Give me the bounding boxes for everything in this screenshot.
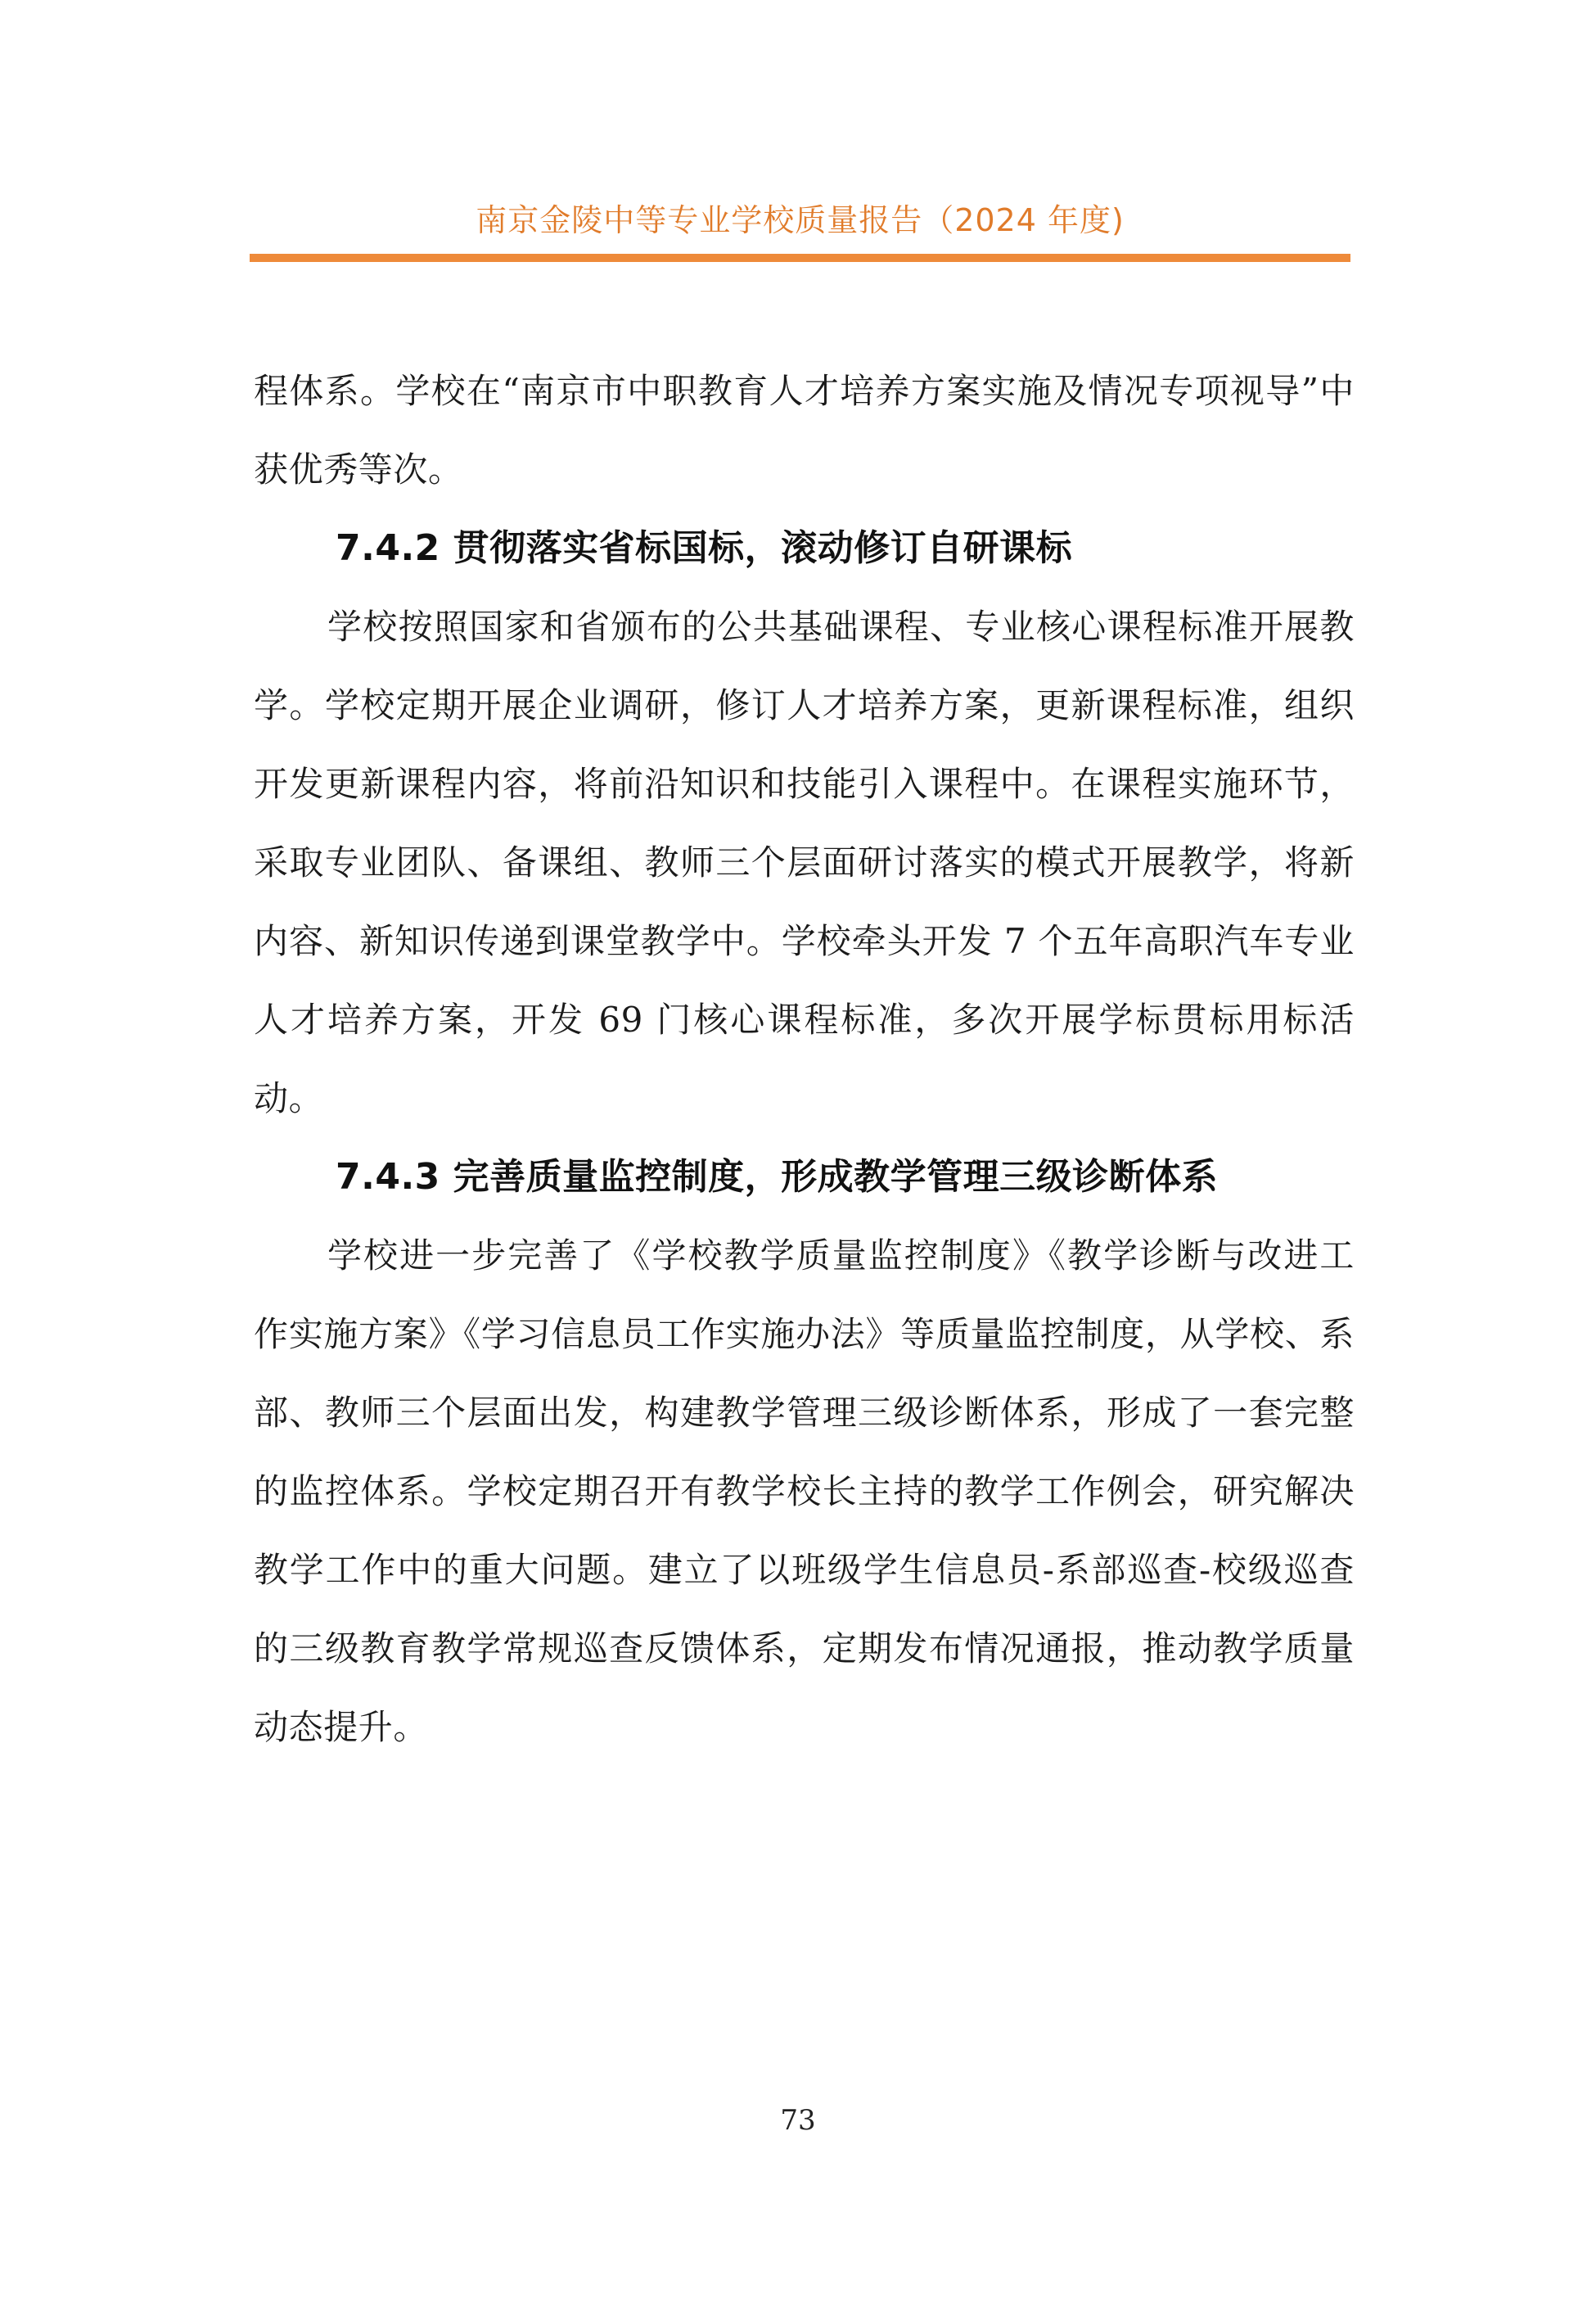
section-heading-7-4-2: 7.4.2 贯彻落实省标国标，滚动修订自研课标 (336, 527, 1073, 569)
page-body (254, 352, 1355, 1767)
section-paragraph-7-4-3: 学校进一步完善了《学校教学质量监控制度》《教学诊断与改进工作实施方案》《学习信息员工作实施办法》等质量监控制度，从学校、系部、教师三个层面出发，构建教学管理三级诊断体系，形成了一套完整的监控体系。学校定期召开有教学校长主持的教学工作例会，研究解决教学工作中的重大问题。建立了以班级学生信息员-系部巡查-校级巡查的三级教育教学常规巡查反馈体系，定期发布情况通报，推动教学质量动态提升。 (254, 1235, 1355, 1747)
continuation-paragraph: 程体系。学校在“南京市中职教育人才培养方案实施及情况专项视导”中获优秀等次。 (254, 371, 1355, 490)
section-heading-7-4-3: 7.4.3 完善质量监控制度，形成教学管理三级诊断体系 (336, 1156, 1219, 1198)
header-divider (250, 254, 1350, 262)
page-number: 73 (780, 2104, 816, 2137)
section-paragraph-7-4-2: 学校按照国家和省颁布的公共基础课程、专业核心课程标准开展教学。学校定期开展企业调研，修订人才培养方案，更新课程标准，组织开发更新课程内容，将前沿知识和技能引入课程中。在课程实施环节，采取专业团队、备课组、教师三个层面研讨落实的模式开展教学，将新内容、新知识传递到课堂教学中。学校牵头开发 7 个五年高职汽车专业人才培养方案，开发 69 门核心课程标准，多次开展学标贯标用标活动。 (254, 607, 1355, 1118)
running-header-title: 南京金陵中等专业学校质量报告（2024 年度) (476, 202, 1125, 238)
